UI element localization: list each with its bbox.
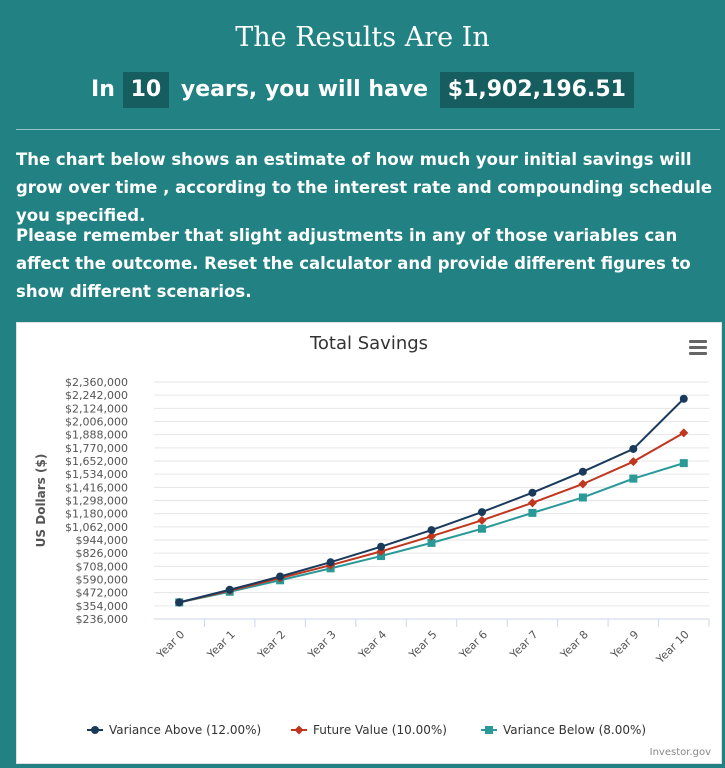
series-line bbox=[179, 433, 684, 602]
data-point bbox=[579, 493, 587, 501]
x-tick-label: Year 10 bbox=[653, 627, 692, 666]
x-tick-label: Year 1 bbox=[204, 627, 238, 662]
x-tick-label: Year 6 bbox=[456, 627, 491, 662]
y-tick-label: $1,534,000 bbox=[65, 468, 128, 482]
data-point bbox=[629, 457, 638, 466]
data-point bbox=[478, 508, 486, 516]
data-point bbox=[226, 586, 234, 594]
y-tick-label: $1,062,000 bbox=[65, 520, 128, 534]
y-tick-label: $590,000 bbox=[75, 573, 128, 587]
chart-title: Total Savings bbox=[309, 333, 429, 354]
chart-description: The chart below shows an estimate of how much your initial savings will grow over time , according to the interest rate and compounding schedule you specified. bbox=[16, 150, 713, 225]
y-tick-label: $2,360,000 bbox=[65, 376, 128, 389]
y-tick-label: $236,000 bbox=[75, 613, 128, 626]
data-point bbox=[680, 459, 688, 467]
legend-item[interactable]: Variance Above (12.00%) bbox=[109, 723, 262, 737]
divider bbox=[16, 129, 720, 130]
data-point bbox=[528, 498, 537, 507]
y-tick-label: $2,242,000 bbox=[65, 389, 128, 403]
legend-marker bbox=[485, 726, 493, 734]
summary-middle: years, you will have bbox=[180, 77, 429, 102]
y-tick-label: $472,000 bbox=[75, 586, 128, 600]
chart-menu-icon[interactable] bbox=[689, 340, 707, 358]
data-point bbox=[629, 445, 637, 453]
data-point bbox=[428, 526, 436, 534]
chart-credit[interactable]: Investor.gov bbox=[649, 747, 711, 758]
y-tick-label: $1,180,000 bbox=[65, 507, 128, 521]
summary-prefix: In bbox=[91, 77, 115, 102]
amount-value: $1,902,196.51 bbox=[440, 72, 634, 108]
data-point bbox=[175, 598, 183, 606]
data-point bbox=[276, 572, 284, 580]
y-tick-label: $1,416,000 bbox=[65, 481, 128, 495]
data-point bbox=[528, 509, 536, 517]
x-tick-label: Year 4 bbox=[356, 627, 390, 662]
data-point bbox=[629, 475, 637, 483]
y-tick-label: $354,000 bbox=[75, 599, 128, 613]
data-point bbox=[377, 543, 385, 551]
x-tick-label: Year 0 bbox=[154, 627, 188, 662]
adjustment-note: Please remember that slight adjustments in any of those variables can affect the outcome. Reset the calculator and provide different figures to show different scenarios. bbox=[16, 226, 691, 301]
y-tick-label: $826,000 bbox=[75, 547, 128, 561]
data-point bbox=[679, 428, 688, 437]
y-axis-label: US Dollars ($) bbox=[34, 453, 48, 548]
chart-svg bbox=[17, 323, 721, 763]
years-value: 10 bbox=[123, 72, 170, 108]
results-title: The Results Are In bbox=[235, 22, 490, 53]
legend-item[interactable]: Variance Below (8.00%) bbox=[503, 723, 647, 737]
y-tick-label: $708,000 bbox=[75, 560, 128, 574]
y-tick-label: $1,770,000 bbox=[65, 441, 128, 455]
legend-item[interactable]: Future Value (10.00%) bbox=[313, 723, 447, 737]
x-tick-label: Year 8 bbox=[557, 627, 591, 662]
y-tick-label: $2,006,000 bbox=[65, 415, 128, 429]
data-point bbox=[477, 516, 486, 525]
x-tick-label: Year 5 bbox=[406, 627, 440, 662]
data-point bbox=[478, 525, 486, 533]
data-point bbox=[579, 468, 587, 476]
data-point bbox=[327, 558, 335, 566]
legend-marker bbox=[91, 726, 99, 734]
savings-chart bbox=[16, 322, 722, 764]
x-tick-label: Year 9 bbox=[608, 627, 642, 662]
legend-marker bbox=[295, 726, 304, 735]
x-tick-label: Year 7 bbox=[507, 627, 541, 662]
x-tick-label: Year 3 bbox=[305, 627, 339, 662]
x-tick-label: Year 2 bbox=[255, 627, 289, 662]
y-tick-label: $1,298,000 bbox=[65, 494, 128, 508]
results-summary bbox=[0, 72, 725, 108]
y-tick-label: $1,652,000 bbox=[65, 455, 128, 468]
y-tick-label: $1,888,000 bbox=[65, 428, 128, 442]
data-point bbox=[680, 395, 688, 403]
data-point bbox=[528, 489, 536, 497]
y-tick-label: $2,124,000 bbox=[65, 402, 128, 416]
y-tick-label: $944,000 bbox=[75, 534, 128, 547]
